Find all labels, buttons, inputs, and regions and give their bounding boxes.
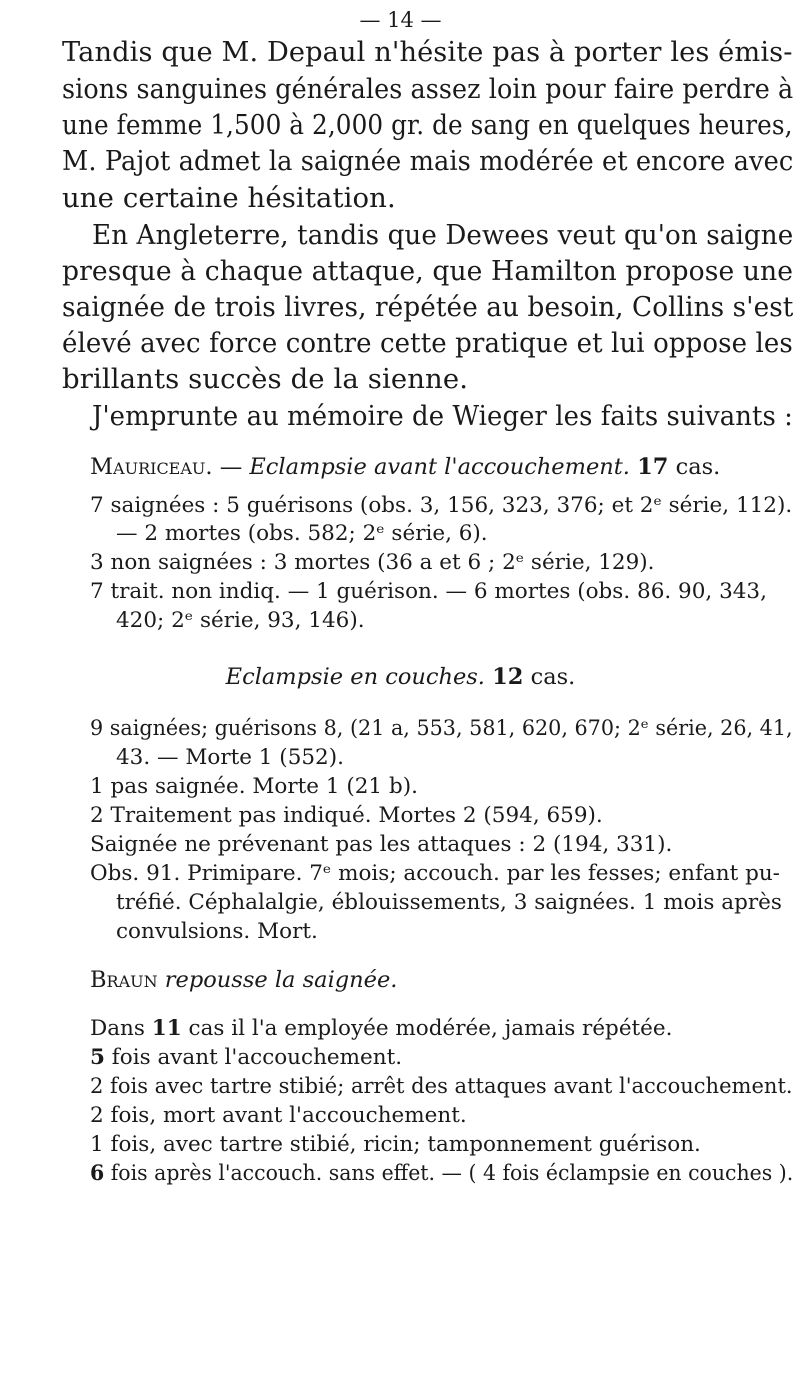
couches-item-2: 43. — Morte 1 (552). [116,745,344,770]
paragraph2-line-2: presque à chaque attaque, que Hamilton propose une [62,255,794,287]
braun-item-1 [90,1016,672,1041]
couches-item-4: 2 Traitement pas indiqué. Mortes 2 (594, 659). [90,803,603,828]
braun-item-4 [90,1103,467,1128]
braun-item-1-num: 11 [151,1016,182,1041]
braun-item-1-text: cas il l'a employée modérée, jamais répétée. [181,1016,673,1041]
couches-item-8: convulsions. Mort. [116,919,318,944]
page-number: — 14 — [359,8,442,32]
braun-item-2-num: 5 [90,1045,105,1070]
mauriceau-cas: cas. [668,454,721,480]
mauriceau-item-4: 7 trait. non indiq. — 1 guérison. — 6 mortes (obs. 86. 90, 343, [90,579,767,604]
couches-item-5: Saignée ne prévenant pas les attaques : 2 (194, 331). [90,832,673,857]
mauriceau-item-3: 3 non saignées : 3 mortes (36 a et 6 ; 2ᵉ série, 129). [90,550,655,575]
paragraph2-line-4: élevé avec force contre cette pratique et lui oppose les [62,327,793,359]
mauriceau-heading [90,454,720,480]
mauriceau-item-1: 7 saignées : 5 guérisons (obs. 3, 156, 323, 376; et 2ᵉ série, 112). [90,493,793,518]
paragraph2-line-3: saignée de trois livres, répétée au besoin, Collins s'est [62,291,794,323]
braun-author: Braun [90,967,158,993]
braun-item-6 [90,1161,793,1186]
braun-item-6-text: fois après l'accouch. sans effet. — ( 4 fois éclampsie en couches ). [104,1161,794,1186]
couches-item-3: 1 pas saignée. Morte 1 (21 b). [90,774,418,799]
couches-count: 12 [492,664,524,690]
mauriceau-count: 17 [637,454,669,480]
mauriceau-author: Mauriceau. [90,454,213,480]
mauriceau-title: Eclampsie avant l'accouchement. [249,454,630,480]
paragraph1-line-2: sions sanguines générales assez loin pour faire perdre à [62,73,794,105]
paragraph1-line-3: une femme 1,500 à 2,000 gr. de sang en quelques heures, [62,109,793,141]
mauriceau-item-2: — 2 mortes (obs. 582; 2ᵉ série, 6). [116,521,488,546]
braun-item-3-text: 2 fois avec tartre stibié; arrêt des attaques avant l'accouchement. [90,1074,793,1099]
braun-item-5 [90,1132,701,1157]
braun-item-2-text: fois avant l'accouchement. [104,1045,403,1070]
braun-heading [90,967,397,993]
braun-item-1-pre: Dans [90,1016,152,1041]
braun-item-6-num: 6 [90,1161,105,1186]
paragraph3-line: J'emprunte au mémoire de Wieger les faits suivants : [92,400,793,432]
paragraph1-line-4: M. Pajot admet la saignée mais modérée et encore avec [62,145,794,177]
braun-item-3 [90,1074,793,1099]
braun-title: repousse la saignée. [157,967,398,993]
paragraph2-line-1: En Angleterre, tandis que Dewees veut qu'on saigne [92,219,794,251]
couches-item-7: tréfié. Céphalalgie, éblouissements, 3 saignées. 1 mois après [116,890,782,915]
braun-item-4-text: 2 fois, mort avant l'accouchement. [90,1103,467,1128]
paragraph1-line-1: Tandis que M. Depaul n'hésite pas à porter les émis- [62,36,793,68]
mauriceau-item-5: 420; 2ᵉ série, 93, 146). [116,608,365,633]
couches-cas: cas. [523,664,576,690]
paragraph1-line-5: une certaine hésitation. [62,182,396,214]
paragraph2-line-5: brillants succès de la sienne. [62,363,469,395]
couches-title: Eclampsie en couches. [225,664,485,690]
couches-item-6: Obs. 91. Primipare. 7ᵉ mois; accouch. par les fesses; enfant pu- [90,861,780,886]
mauriceau-dash: — [212,454,250,480]
couches-item-1: 9 saignées; guérisons 8, (21 a, 553, 581, 620, 670; 2ᵉ série, 26, 41, [90,716,793,741]
braun-item-2 [90,1045,402,1070]
couches-heading [0,664,801,690]
braun-item-5-text: 1 fois, avec tartre stibié, ricin; tamponnement guérison. [90,1132,701,1157]
